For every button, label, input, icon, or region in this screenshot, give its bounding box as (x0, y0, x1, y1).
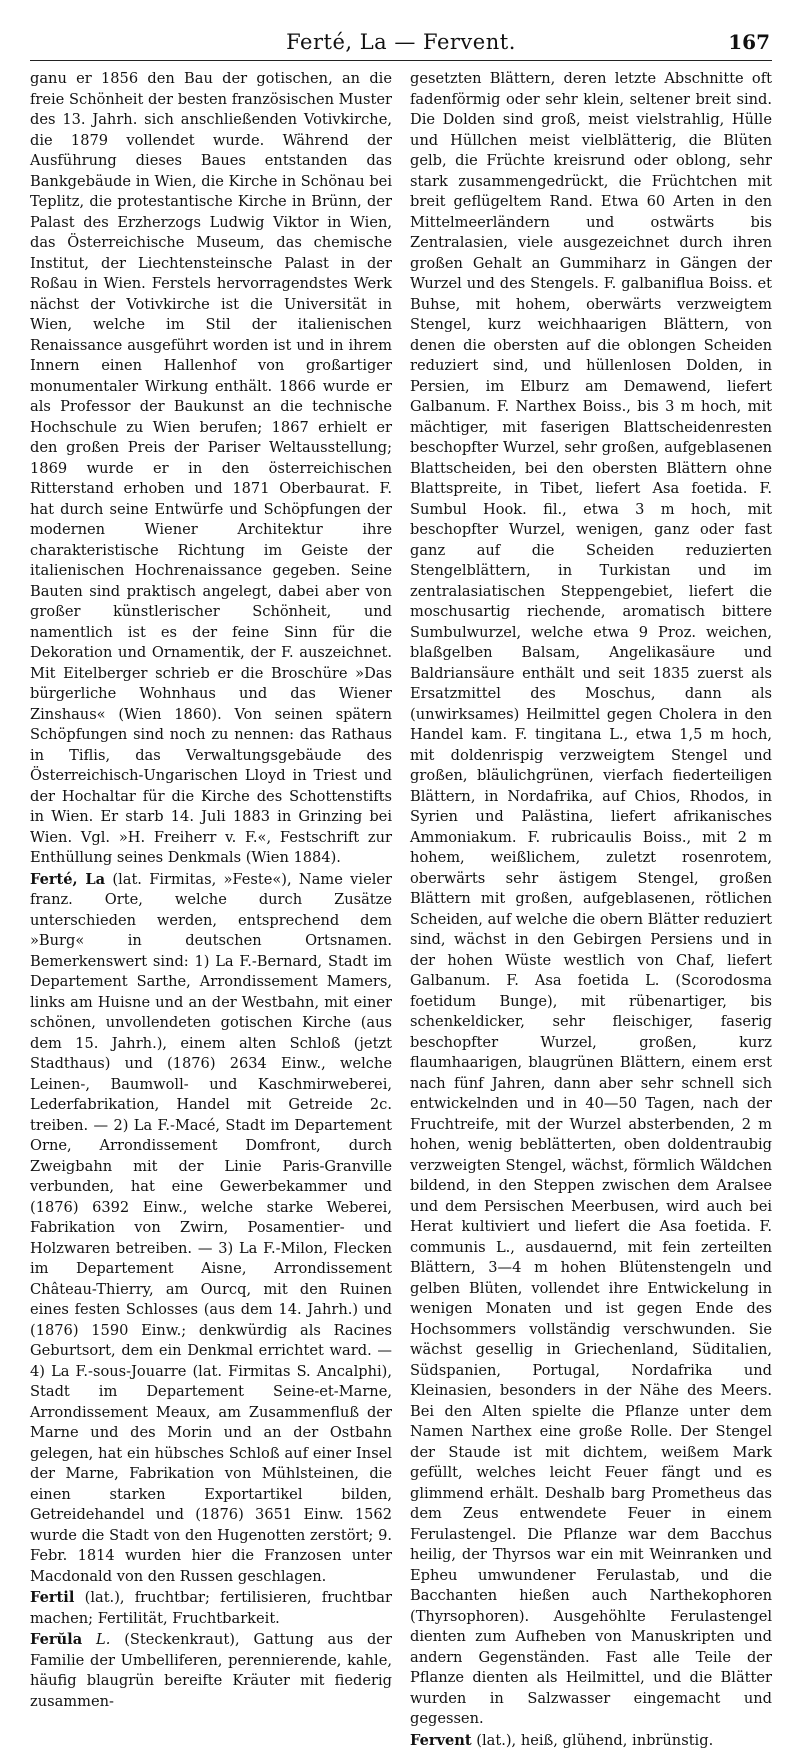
ferte-body: (lat. Firmitas, »Feste«), Name vieler franz. Orte, welche durch Zusätze unterschieden werden, entsprechend dem »Burg« in deutschen Ortsnamen. Bemerkenswert sind: 1) La F.-Bernard, Stadt im Departement Sarthe, Arrondissement Mamers, links am Huisne und an der Westbahn, mit einer schönen, unvollendeten gotischen Kirche (aus dem 15. Jahrh.), einem alten Schloß (jetzt Stadthaus) und (1876) 2634 Einw., welche Leinen-, Baumwoll- und Kaschmirweberei, Lederfabrikation, Handel mit Getreide 2c. treiben. — 2) La F.-Macé, Stadt im Departement Orne, Arrondissement Domfront, durch Zweigbahn mit der Linie Paris-Granville verbunden, hat eine Gewerbekammer und (1876) 6392 Einw., welche starke Weberei, Fabrikation von Zwirn, Posamentier- und Holzwaren betreiben. — 3) La F.-Milon, Flecken im Departement Aisne, Arrondissement Château-Thierry, am Ourcq, mit den Ruinen eines festen Schlosses (aus dem 14. Jahrh.) und (1876) 1590 Einw.; denkwürdig als Racines Geburtsort, dem ein Denkmal errichtet ward. — 4) La F.-sous-Jouarre (lat. Firmitas S. Ancalphi), Stadt im Departement Seine-et-Marne, Arrondissement Meaux, am Zusammenfluß der Marne und des Morin und an der Ostbahn gelegen, hat ein hübsches Schloß auf einer Insel der Marne, Fabrikation von Mühlsteinen, die einen starken Exportartikel bilden, Getreidehandel und (1876) 3651 Einw. 1562 wurde die Stadt von den Hugenotten zerstört; 9. Febr. 1814 wurden hier die Franzosen unter Macdonald von den Russen geschlagen. (30, 871, 392, 1585)
headword-fertil: Fertil (30, 1589, 74, 1606)
fertil-entry (30, 1588, 392, 1629)
left-column (30, 69, 392, 1751)
ferula-entry (30, 1630, 392, 1712)
ferstel-entry-continuation: ganu er 1856 den Bau der gotischen, an die freie Schönheit der besten französischen Muster des 13. Jahrh. sich anschließenden Votivkirche, die 1879 vollendet wurde. Während der Ausführung dieses Baues entstanden das Bankgebäude in Wien, die Kirche in Schönau bei Teplitz, die protestantische Kirche in Brünn, der Palast des Erzherzogs Ludwig Viktor in Wien, das Österreichische Museum, das chemische Institut, der Liechtensteinsche Palast in der Roßau in Wien. Ferstels hervorragendstes Werk nächst der Votivkirche ist die Universität in Wien, welche im Stil der italienischen Renaissance ausgeführt worden ist und in ihrem Innern einen Hallenhof von großartiger monumentaler Wirkung enthält. 1866 wurde er als Professor der Baukunst an die technische Hochschule zu Wien berufen; 1867 erhielt er den großen Preis der Pariser Weltausstellung; 1869 wurde er in den österreichischen Ritterstand erhoben und 1871 Oberbaurat. F. hat durch seine Entwürfe und Schöpfungen der modernen Wiener Architektur ihre charakteristische Richtung im Geiste der italienischen Hochrenaissance gegeben. Seine Bauten sind praktisch angelegt, dabei aber von großer künstlerischer Schönheit, und namentlich ist es der feine Sinn für die Dekoration und Ornamentik, der F. auszeichnet. Mit Eitelberger schrieb er die Broschüre »Das bürgerliche Wohnhaus und das Wiener Zinshaus« (Wien 1860). Von seinen spätern Schöpfungen sind noch zu nennen: das Rathaus in Tiflis, das Verwaltungsgebäude des Österreichisch-Ungarischen Lloyd in Triest und der Hochaltar für die Kirche des Schottenstifts in Wien. Er starb 14. Juli 1883 in Grinzing bei Wien. Vgl. »H. Freiherr v. F.«, Festschrift zur Enthüllung seines Denkmals (Wien 1884). (30, 69, 392, 869)
headword-ferte: Ferté, La (30, 871, 105, 888)
fervent-body: (lat.), heiß, glühend, inbrünstig. (472, 1732, 714, 1749)
fertil-body: (lat.), fruchtbar; fertilisieren, fruchtbar machen; Fertilität, Fruchtbarkeit. (30, 1589, 392, 1627)
running-header (30, 26, 772, 61)
fervent-entry (410, 1731, 772, 1751)
headword-ferula: Ferŭla (30, 1631, 82, 1648)
page-title: Ferté, La — Fervent. (30, 30, 772, 54)
ferula-body: (Steckenkraut), Gattung aus der Familie der Umbelliferen, perennierende, kahle, häufig blaugrün bereifte Kräuter mit fiederig zusammen- (30, 1631, 392, 1710)
page-number: 167 (728, 30, 770, 54)
ferula-entry-continuation: gesetzten Blättern, deren letzte Abschnitte oft fadenförmig oder sehr klein, seltener breit sind. Die Dolden sind groß, meist vielstrahlig, Hülle und Hüllchen meist vielblätterig, die Blüten gelb, die Früchte kreisrund oder oblong, sehr stark zusammengedrückt, die Früchtchen mit breit geflügeltem Rand. Etwa 60 Arten in den Mittelmeerländern und ostwärts bis Zentralasien, viele ausgezeichnet durch ihren großen Gehalt an Gummiharz in Gängen der Wurzel und des Stengels. F. galbaniflua Boiss. et Buhse, mit hohem, oberwärts verzweigtem Stengel, kurz weichhaarigen Blättern, von denen die obersten auf die oblongen Scheiden reduziert sind, und hüllenlosen Dolden, in Persien, im Elburz am Demawend, liefert Galbanum. F. Narthex Boiss., bis 3 m hoch, mit mächtiger, mit faserigen Blattscheidenresten beschopfter Wurzel, sehr großen, aufgeblasenen Blattscheiden, bei den obersten Blättern ohne Blattspreite, in Tibet, liefert Asa foetida. F. Sumbul Hook. fil., etwa 3 m hoch, mit beschopfter Wurzel, wenigen, ganz oder fast ganz auf die Scheiden reduzierten Stengelblättern, in Turkistan und im zentralasiatischen Steppengebiet, liefert die moschusartig riechende, aromatisch bittere Sumbulwurzel, welche etwa 9 Proz. weichen, blaßgelben Balsam, Angelikasäure und Baldriansäure enthält und seit 1835 zuerst als Ersatzmittel des Moschus, dann als (unwirksames) Heilmittel gegen Cholera in den Handel kam. F. tingitana L., etwa 1,5 m hoch, mit doldenrispig verzweigtem Stengel und großen, bläulichgrünen, vierfach fiederteiligen Blättern, in Nordafrika, auf Chios, Rhodos, in Syrien und Palästina, liefert afrikanisches Ammoniakum. F. rubricaulis Boiss., mit 2 m hohem, weißlichem, zuletzt rosenrotem, oberwärts sehr ästigem Stengel, großen Blättern mit großen, aufgeblasenen, rötlichen Scheiden, auf welche die obern Blätter reduziert sind, wächst in den Gebirgen Persiens und in der hohen Wüste westlich von Chaf, liefert Galbanum. F. Asa foetida L. (Scorodosma foetidum Bunge), mit rübenartiger, bis schenkeldicker, sehr fleischiger, faserig beschopfter Wurzel, großen, kurz flaumhaarigen, blaugrünen Blättern, einem erst nach fünf Jahren, dann aber sehr schnell sich entwickelnden und in 40—50 Tagen, nach der Fruchtreife, mit der Wurzel absterbenden, 2 m hohen, wenig beblätterten, oben doldentraubig verzweigten Stengel, wächst, förmlich Wäldchen bildend, in den Steppen zwischen dem Aralsee und dem Persischen Meerbusen, wird auch bei Herat kultiviert und liefert die Asa foetida. F. communis L., ausdauernd, mit fein zerteilten Blättern, 3—4 m hohen Blütenstengeln und gelben Blüten, vollendet ihre Entwickelung in wenigen Monaten und ist gegen Ende des Hochsommers vollständig verschwunden. Sie wächst gesellig in Griechenland, Süditalien, Südspanien, Portugal, Nordafrika und Kleinasien, besonders in der Nähe des Meers. Bei den Alten spielte die Pflanze unter dem Namen Narthex eine große Rolle. Der Stengel der Staude ist mit dichtem, weißem Mark gefüllt, welches leicht Feuer fängt und es glimmend erhält. Deshalb barg Prometheus das dem Zeus entwendete Feuer in einem Ferulastengel. Die Pflanze war dem Bacchus heilig, der Thyrsos war ein mit Weinranken und Epheu umwundener Ferulastab, und die Bacchanten hießen auch Narthekophoren (Thyrsophoren). Ausgehöhlte Ferulastengel dienten zum Aufheben von Manuskripten und andern Gegenständen. Fast alle Teile der Pflanze dienten als Heilmittel, und die Blätter wurden in Salzwasser eingemacht und gegessen. (410, 69, 772, 1730)
text-columns (30, 69, 772, 1751)
headword-fervent: Fervent (410, 1732, 472, 1749)
ferte-entry (30, 870, 392, 1588)
ferula-author: L. (82, 1631, 110, 1648)
right-column (410, 69, 772, 1751)
